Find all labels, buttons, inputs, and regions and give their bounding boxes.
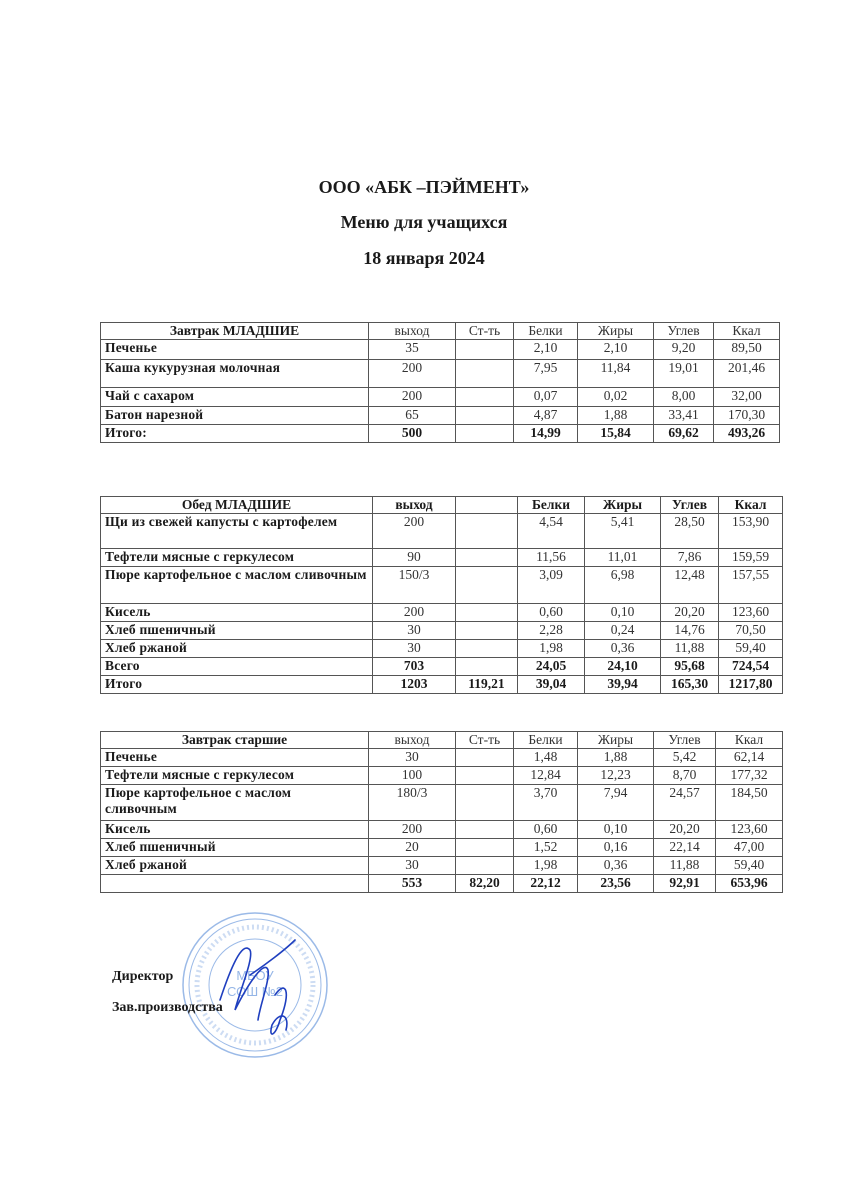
- total-carbs: 95,68: [661, 658, 719, 676]
- cell-kcal: 123,60: [719, 604, 783, 622]
- column-header-output: выход: [369, 323, 456, 340]
- dish-name: Хлеб ржаной: [101, 640, 373, 658]
- dish-name: Кисель: [101, 821, 369, 839]
- total-kcal: 724,54: [719, 658, 783, 676]
- table-title: Обед МЛАДШИЕ: [101, 497, 373, 514]
- cell-output: 200: [369, 388, 456, 407]
- cell-cost: [456, 388, 514, 407]
- cell-output: 20: [369, 839, 456, 857]
- total-cost: 82,20: [456, 875, 514, 893]
- total-label: Итого:: [101, 425, 369, 443]
- cell-output: 30: [373, 640, 456, 658]
- cell-protein: 0,07: [514, 388, 578, 407]
- cell-kcal: 157,55: [719, 567, 783, 604]
- dish-name: Щи из свежей капусты с картофелем: [101, 514, 373, 549]
- cell-output: 30: [369, 857, 456, 875]
- cell-fat: 0,24: [585, 622, 661, 640]
- total-output: 500: [369, 425, 456, 443]
- table-row: [101, 749, 783, 767]
- cell-fat: 11,84: [578, 360, 654, 388]
- cell-cost: [456, 514, 518, 549]
- table-breakfast-senior: [100, 731, 783, 893]
- table-breakfast-junior: [100, 322, 780, 443]
- cell-carbs: 5,42: [654, 749, 716, 767]
- cell-cost: [456, 622, 518, 640]
- column-header-carbs: Углев: [654, 732, 716, 749]
- cell-protein: 0,60: [518, 604, 585, 622]
- dish-name: Батон нарезной: [101, 407, 369, 425]
- cell-carbs: 7,86: [661, 549, 719, 567]
- cell-kcal: 153,90: [719, 514, 783, 549]
- cell-output: 200: [369, 821, 456, 839]
- column-header-carbs: Углев: [654, 323, 714, 340]
- cell-protein: 1,98: [518, 640, 585, 658]
- document-date: 18 января 2024: [363, 248, 485, 268]
- total-kcal: 1217,80: [719, 676, 783, 694]
- cell-protein: 1,98: [514, 857, 578, 875]
- table-row: [101, 388, 780, 407]
- total-kcal: 653,96: [716, 875, 783, 893]
- total-label: [101, 875, 369, 893]
- cell-fat: 7,94: [578, 785, 654, 821]
- cell-protein: 2,28: [518, 622, 585, 640]
- table-row: [101, 567, 783, 604]
- cell-cost: [456, 340, 514, 360]
- cell-cost: [456, 604, 518, 622]
- total-cost: 119,21: [456, 676, 518, 694]
- cell-cost: [456, 640, 518, 658]
- table-row: [101, 821, 783, 839]
- column-header-protein: Белки: [514, 323, 578, 340]
- cell-kcal: 184,50: [716, 785, 783, 821]
- cell-cost: [456, 767, 514, 785]
- cell-carbs: 24,57: [654, 785, 716, 821]
- cell-protein: 0,60: [514, 821, 578, 839]
- table-header-row: [101, 732, 783, 749]
- cell-cost: [456, 821, 514, 839]
- cell-output: 30: [369, 749, 456, 767]
- cell-fat: 0,16: [578, 839, 654, 857]
- total-label: Итого: [101, 676, 373, 694]
- cell-output: 35: [369, 340, 456, 360]
- cell-carbs: 8,00: [654, 388, 714, 407]
- cell-carbs: 33,41: [654, 407, 714, 425]
- cell-kcal: 123,60: [716, 821, 783, 839]
- cell-kcal: 89,50: [714, 340, 780, 360]
- total-carbs: 69,62: [654, 425, 714, 443]
- column-header-output: выход: [373, 497, 456, 514]
- cell-kcal: 177,32: [716, 767, 783, 785]
- production-head-signature-label: Зав.производства: [112, 1000, 223, 1015]
- cell-kcal: 59,40: [716, 857, 783, 875]
- cell-cost: [456, 407, 514, 425]
- column-header-fat: Жиры: [585, 497, 661, 514]
- column-header-kcal: Ккал: [714, 323, 780, 340]
- cell-output: 150/3: [373, 567, 456, 604]
- cell-protein: 12,84: [514, 767, 578, 785]
- table-row: [101, 857, 783, 875]
- director-signature-label: Директор: [112, 969, 174, 984]
- cell-carbs: 20,20: [661, 604, 719, 622]
- column-header-cost: Ст-ть: [456, 323, 514, 340]
- cell-carbs: 20,20: [654, 821, 716, 839]
- total-row: [101, 676, 783, 694]
- dish-name: Пюре картофельное с маслом сливочным: [101, 785, 369, 821]
- cell-fat: 0,10: [578, 821, 654, 839]
- cell-kcal: 201,46: [714, 360, 780, 388]
- total-protein: 22,12: [514, 875, 578, 893]
- column-header-protein: Белки: [514, 732, 578, 749]
- cell-carbs: 22,14: [654, 839, 716, 857]
- total-row: [101, 658, 783, 676]
- column-header-cost: [456, 497, 518, 514]
- total-output: 1203: [373, 676, 456, 694]
- cell-fat: 2,10: [578, 340, 654, 360]
- cell-protein: 3,09: [518, 567, 585, 604]
- cell-fat: 12,23: [578, 767, 654, 785]
- table-row: [101, 514, 783, 549]
- total-output: 703: [373, 658, 456, 676]
- cell-fat: 0,36: [585, 640, 661, 658]
- cell-kcal: 70,50: [719, 622, 783, 640]
- cell-fat: 0,02: [578, 388, 654, 407]
- dish-name: Кисель: [101, 604, 373, 622]
- dish-name: Чай с сахаром: [101, 388, 369, 407]
- total-row: [101, 875, 783, 893]
- dish-name: Тефтели мясные с геркулесом: [101, 549, 373, 567]
- total-fat: 24,10: [585, 658, 661, 676]
- total-output: 553: [369, 875, 456, 893]
- official-stamp: [180, 910, 330, 1060]
- cell-output: 200: [373, 604, 456, 622]
- cell-output: 200: [373, 514, 456, 549]
- total-protein: 24,05: [518, 658, 585, 676]
- table-row: [101, 360, 780, 388]
- table-title: Завтрак старшие: [101, 732, 369, 749]
- cell-fat: 0,10: [585, 604, 661, 622]
- table-row: [101, 340, 780, 360]
- cell-output: 200: [369, 360, 456, 388]
- table-row: [101, 640, 783, 658]
- total-cost: [456, 658, 518, 676]
- company-name: ООО «АБК –ПЭЙМЕНТ»: [318, 177, 530, 197]
- cell-carbs: 12,48: [661, 567, 719, 604]
- total-row: [101, 425, 780, 443]
- dish-name: Пюре картофельное с маслом сливочным: [101, 567, 373, 604]
- cell-fat: 0,36: [578, 857, 654, 875]
- table-title: Завтрак МЛАДШИЕ: [101, 323, 369, 340]
- cell-cost: [456, 360, 514, 388]
- table-row: [101, 622, 783, 640]
- total-label: Всего: [101, 658, 373, 676]
- table-row: [101, 839, 783, 857]
- table-row: [101, 407, 780, 425]
- cell-cost: [456, 785, 514, 821]
- dish-name: Печенье: [101, 340, 369, 360]
- table-lunch-junior: [100, 496, 783, 694]
- cell-protein: 4,54: [518, 514, 585, 549]
- cell-cost: [456, 839, 514, 857]
- dish-name: Хлеб ржаной: [101, 857, 369, 875]
- cell-kcal: 170,30: [714, 407, 780, 425]
- column-header-protein: Белки: [518, 497, 585, 514]
- total-fat: 39,94: [585, 676, 661, 694]
- cell-carbs: 9,20: [654, 340, 714, 360]
- cell-kcal: 159,59: [719, 549, 783, 567]
- cell-cost: [456, 549, 518, 567]
- column-header-fat: Жиры: [578, 323, 654, 340]
- cell-protein: 4,87: [514, 407, 578, 425]
- table-row: [101, 549, 783, 567]
- cell-protein: 7,95: [514, 360, 578, 388]
- cell-fat: 11,01: [585, 549, 661, 567]
- document-title: Меню для учащихся: [340, 212, 508, 232]
- table-header-row: [101, 497, 783, 514]
- cell-fat: 6,98: [585, 567, 661, 604]
- cell-output: 30: [373, 622, 456, 640]
- dish-name: Каша кукурузная молочная: [101, 360, 369, 388]
- cell-kcal: 32,00: [714, 388, 780, 407]
- cell-protein: 1,48: [514, 749, 578, 767]
- cell-cost: [456, 749, 514, 767]
- dish-name: Хлеб пшеничный: [101, 622, 373, 640]
- cell-cost: [456, 567, 518, 604]
- column-header-fat: Жиры: [578, 732, 654, 749]
- cell-carbs: 28,50: [661, 514, 719, 549]
- table-row: [101, 604, 783, 622]
- cell-fat: 1,88: [578, 407, 654, 425]
- cell-kcal: 47,00: [716, 839, 783, 857]
- cell-cost: [456, 857, 514, 875]
- cell-carbs: 14,76: [661, 622, 719, 640]
- dish-name: Хлеб пшеничный: [101, 839, 369, 857]
- stamp-center-text: МБОУ: [236, 968, 274, 983]
- cell-carbs: 8,70: [654, 767, 716, 785]
- cell-fat: 1,88: [578, 749, 654, 767]
- cell-output: 100: [369, 767, 456, 785]
- cell-protein: 1,52: [514, 839, 578, 857]
- total-carbs: 165,30: [661, 676, 719, 694]
- table-row: [101, 767, 783, 785]
- column-header-cost: Ст-ть: [456, 732, 514, 749]
- cell-carbs: 11,88: [661, 640, 719, 658]
- table-header-row: [101, 323, 780, 340]
- cell-output: 90: [373, 549, 456, 567]
- total-protein: 14,99: [514, 425, 578, 443]
- cell-carbs: 11,88: [654, 857, 716, 875]
- cell-output: 180/3: [369, 785, 456, 821]
- total-fat: 23,56: [578, 875, 654, 893]
- total-cost: [456, 425, 514, 443]
- dish-name: Печенье: [101, 749, 369, 767]
- column-header-kcal: Ккал: [716, 732, 783, 749]
- column-header-carbs: Углев: [661, 497, 719, 514]
- cell-kcal: 59,40: [719, 640, 783, 658]
- column-header-output: выход: [369, 732, 456, 749]
- total-fat: 15,84: [578, 425, 654, 443]
- cell-protein: 3,70: [514, 785, 578, 821]
- total-protein: 39,04: [518, 676, 585, 694]
- total-kcal: 493,26: [714, 425, 780, 443]
- stamp-center-text-2: СОШ №2: [227, 984, 283, 999]
- cell-protein: 2,10: [514, 340, 578, 360]
- cell-carbs: 19,01: [654, 360, 714, 388]
- total-carbs: 92,91: [654, 875, 716, 893]
- column-header-kcal: Ккал: [719, 497, 783, 514]
- cell-protein: 11,56: [518, 549, 585, 567]
- cell-fat: 5,41: [585, 514, 661, 549]
- cell-output: 65: [369, 407, 456, 425]
- dish-name: Тефтели мясные с геркулесом: [101, 767, 369, 785]
- cell-kcal: 62,14: [716, 749, 783, 767]
- table-row: [101, 785, 783, 821]
